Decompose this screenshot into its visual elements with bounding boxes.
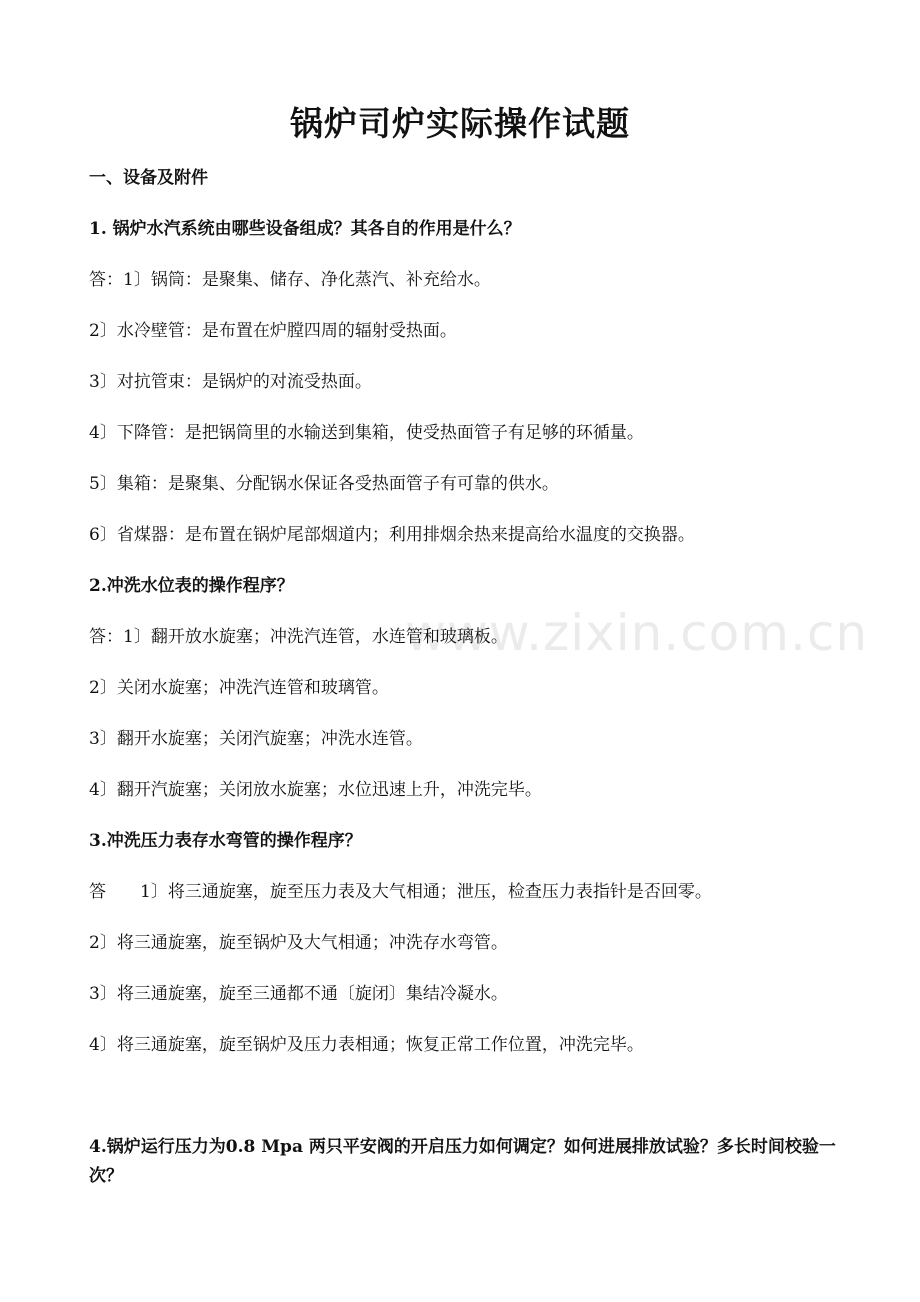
- q1-answer-5: 5〕集箱：是聚集、分配锅水保证各受热面管子有可靠的供水。: [89, 474, 559, 494]
- q3-answer-1-text: 1〕将三通旋塞，旋至压力表及大气相通；泄压，检查压力表指针是否回零。: [140, 882, 712, 902]
- document-title: 锅炉司炉实际操作试题: [290, 104, 630, 143]
- q1-answer-4: 4〕下降管：是把锅筒里的水输送到集箱，使受热面管子有足够的环循量。: [89, 423, 644, 443]
- q3-answer-prefix: 答: [89, 882, 106, 902]
- question-2: 2.冲洗水位表的操作程序？: [89, 576, 294, 596]
- question-3: 3.冲洗压力表存水弯管的操作程序？: [89, 831, 362, 851]
- q1-answer-3: 3〕对抗管束：是锅炉的对流受热面。: [89, 372, 372, 392]
- section-heading-equipment: 一、设备及附件: [89, 168, 208, 188]
- question-1: 1. 锅炉水汽系统由哪些设备组成？其各自的作用是什么？: [89, 219, 521, 239]
- q1-answer-2: 2〕水冷壁管：是布置在炉膛四周的辐射受热面。: [89, 321, 457, 341]
- q3-answer-3: 3〕将三通旋塞，旋至三通都不通〔旋闭〕集结冷凝水。: [89, 984, 508, 1004]
- q1-answer-1: 答：1〕锅筒：是聚集、储存、净化蒸汽、补充给水。: [89, 270, 491, 290]
- q2-answer-3: 3〕翻开水旋塞；关闭汽旋塞；冲洗水连管。: [89, 729, 423, 749]
- q3-answer-1: [89, 880, 712, 904]
- q2-answer-1: 答：1〕翻开放水旋塞；冲洗汽连管，水连管和玻璃板。: [89, 627, 508, 647]
- q2-answer-4: 4〕翻开汽旋塞；关闭放水旋塞；水位迅速上升，冲洗完毕。: [89, 780, 542, 800]
- q2-answer-2: 2〕关闭水旋塞；冲洗汽连管和玻璃管。: [89, 678, 389, 698]
- question-4: 4.锅炉运行压力为0.8 Mpa 两只平安阀的开启压力如何调定？如何进展排放试验？多长时间校验一次？: [89, 1137, 836, 1186]
- q1-answer-6: 6〕省煤器：是布置在锅炉尾部烟道内；利用排烟余热来提高给水温度的交换器。: [89, 525, 695, 545]
- q3-answer-4: 4〕将三通旋塞，旋至锅炉及压力表相通；恢复正常工作位置，冲洗完毕。: [89, 1035, 644, 1055]
- q3-answer-2: 2〕将三通旋塞，旋至锅炉及大气相通；冲洗存水弯管。: [89, 933, 508, 953]
- watermark: www.zixin.com.cn: [405, 604, 869, 662]
